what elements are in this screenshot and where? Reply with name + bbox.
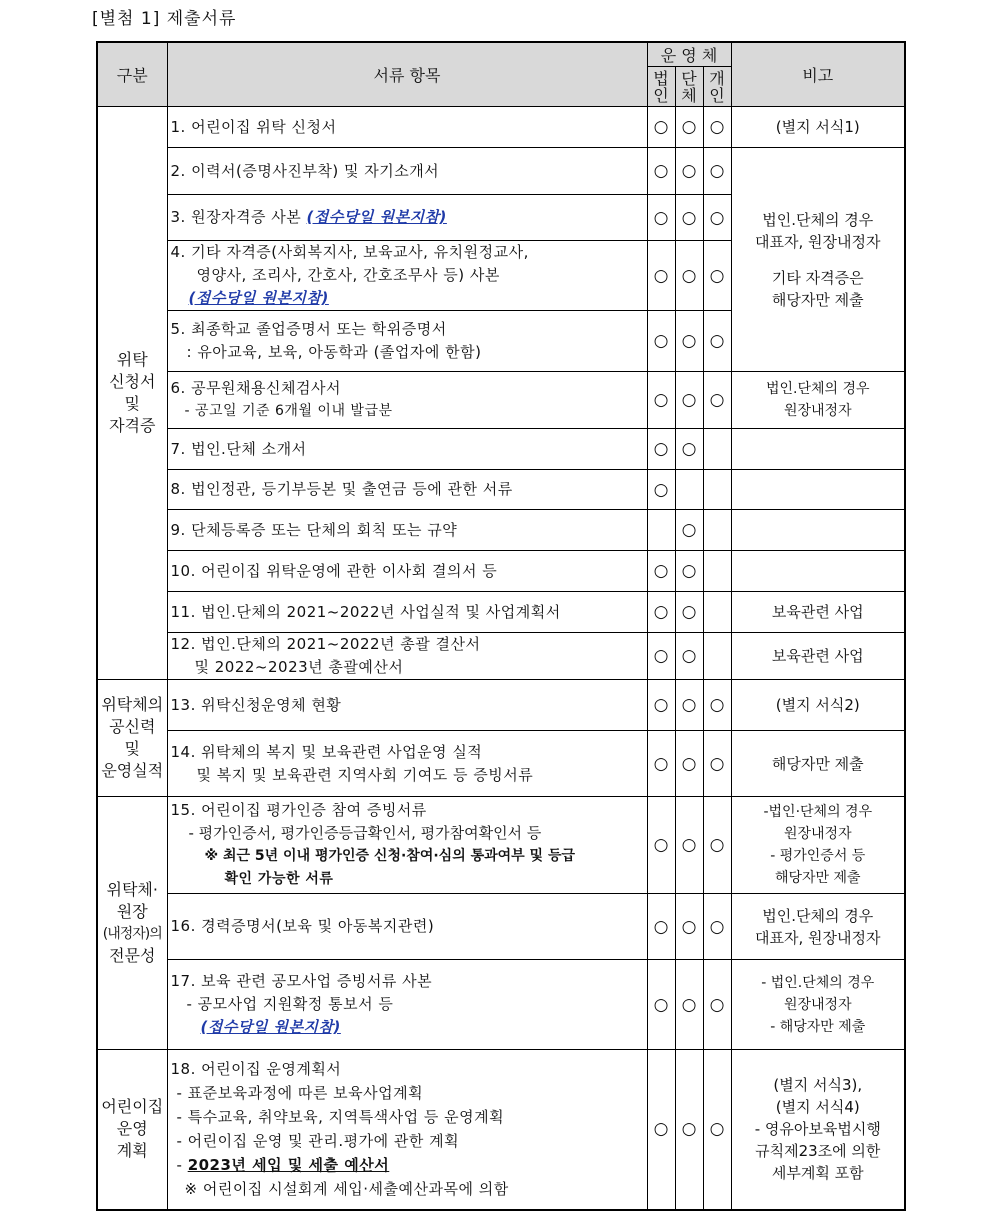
table-row: [97, 551, 905, 592]
table-row: [97, 960, 905, 1050]
item-cell: 9. 단체등록증 또는 단체의 회칙 또는 규약: [167, 510, 647, 551]
mark-group: ○: [675, 429, 703, 470]
category-cell: 위탁체의 공신력 및 운영실적: [97, 680, 167, 797]
item-cell: 10. 어린이집 위탁운영에 관한 이사회 결의서 등: [167, 551, 647, 592]
table-row: [97, 680, 905, 731]
header-indiv: 개 인: [703, 67, 731, 107]
item-cell: 6. 공무원채용신체검사서 - 공고일 기준 6개월 이내 발급분: [167, 372, 647, 429]
mark-corp: ○: [647, 148, 675, 195]
mark-corp: ○: [647, 470, 675, 510]
mark-indiv: ○: [703, 960, 731, 1050]
mark-group: ○: [675, 510, 703, 551]
mark-group: ○: [675, 797, 703, 894]
mark-indiv: ○: [703, 1050, 731, 1210]
mark-corp: ○: [647, 731, 675, 797]
item-cell: 17. 보육 관련 공모사업 증빙서류 사본 - 공모사업 지원확정 통보서 등 (접수당일 원본지참): [167, 960, 647, 1050]
page-title: [별첨 1] 제출서류: [92, 9, 237, 29]
table-row: [97, 633, 905, 680]
item-cell: 16. 경력증명서(보육 및 아동복지관련): [167, 894, 647, 960]
category-cell: 어린이집 운영 계획: [97, 1050, 167, 1210]
mark-indiv-empty: [703, 510, 731, 551]
mark-group: ○: [675, 633, 703, 680]
item-cell: 12. 법인.단체의 2021~2022년 총괄 결산서 및 2022~2023년 총괄예산서: [167, 633, 647, 680]
remark-cell: 보육관련 사업: [731, 592, 905, 633]
remark-cell: 법인.단체의 경우 대표자, 원장내정자: [731, 894, 905, 960]
mark-corp: ○: [647, 797, 675, 894]
category-cell: 위탁체· 원장 (내정자)의 전문성: [97, 797, 167, 1050]
remark-cell-empty: [731, 470, 905, 510]
mark-group: ○: [675, 372, 703, 429]
header-operator: 운 영 체: [647, 42, 731, 67]
mark-group: ○: [675, 680, 703, 731]
remark-cell: 법인.단체의 경우 원장내정자: [731, 372, 905, 429]
mark-corp: ○: [647, 311, 675, 372]
mark-group: ○: [675, 241, 703, 311]
remark-cell: (별지 서식2): [731, 680, 905, 731]
mark-group: ○: [675, 960, 703, 1050]
mark-group: ○: [675, 592, 703, 633]
table-row: [97, 894, 905, 960]
mark-corp: ○: [647, 107, 675, 148]
header-category: 구분: [97, 42, 167, 107]
item-cell: 3. 원장자격증 사본 (접수당일 원본지참): [167, 195, 647, 241]
mark-indiv: ○: [703, 680, 731, 731]
mark-group: ○: [675, 107, 703, 148]
header-corp: 법 인: [647, 67, 675, 107]
submission-documents-table: [96, 41, 906, 1211]
mark-indiv: ○: [703, 195, 731, 241]
mark-corp: ○: [647, 894, 675, 960]
item-cell: 2. 이력서(증명사진부착) 및 자기소개서: [167, 148, 647, 195]
mark-corp: ○: [647, 372, 675, 429]
header-item: 서류 항목: [167, 42, 647, 107]
mark-group: ○: [675, 894, 703, 960]
table-row: [97, 592, 905, 633]
remark-cell: 보육관련 사업: [731, 633, 905, 680]
mark-group: ○: [675, 1050, 703, 1210]
remark-cell-empty: [731, 551, 905, 592]
mark-indiv: ○: [703, 311, 731, 372]
mark-indiv-empty: [703, 551, 731, 592]
remark-cell: 법인.단체의 경우 대표자, 원장내정자 기타 자격증은 해당자만 제출: [731, 148, 905, 372]
mark-group: ○: [675, 731, 703, 797]
mark-indiv: ○: [703, 894, 731, 960]
mark-indiv: ○: [703, 148, 731, 195]
mark-corp: ○: [647, 633, 675, 680]
table-row: [97, 731, 905, 797]
mark-group-empty: [675, 470, 703, 510]
item-cell: 15. 어린이집 평가인증 참여 증빙서류 - 평가인증서, 평가인증등급확인서, 평가참여확인서 등 ※ 최근 5년 이내 평가인증 신청·참여·심의 통과여부 및 등급 확인 가능한 서류: [167, 797, 647, 894]
mark-indiv-empty: [703, 592, 731, 633]
category-cell: 위탁 신청서 및 자격증: [97, 107, 167, 680]
mark-corp-empty: [647, 510, 675, 551]
item-cell: 13. 위탁신청운영체 현황: [167, 680, 647, 731]
remark-cell: (별지 서식1): [731, 107, 905, 148]
table-row: [97, 510, 905, 551]
mark-indiv: ○: [703, 241, 731, 311]
item-cell: 8. 법인정관, 등기부등본 및 출연금 등에 관한 서류: [167, 470, 647, 510]
mark-indiv: ○: [703, 731, 731, 797]
mark-corp: ○: [647, 1050, 675, 1210]
mark-indiv-empty: [703, 633, 731, 680]
remark-cell: (별지 서식3), (별지 서식4) - 영유아보육법시행 규칙제23조에 의한 세부계획 포함: [731, 1050, 905, 1210]
table-row: [97, 1050, 905, 1210]
mark-corp: ○: [647, 195, 675, 241]
table-row: [97, 107, 905, 148]
mark-group: ○: [675, 551, 703, 592]
table-row: [97, 148, 905, 195]
mark-group: ○: [675, 148, 703, 195]
item-cell: 14. 위탁체의 복지 및 보육관련 사업운영 실적 및 복지 및 보육관련 지역사회 기여도 등 증빙서류: [167, 731, 647, 797]
mark-indiv: ○: [703, 797, 731, 894]
remark-cell: - 법인.단체의 경우 원장내정자 - 해당자만 제출: [731, 960, 905, 1050]
item-cell: 7. 법인.단체 소개서: [167, 429, 647, 470]
item-cell: 5. 최종학교 졸업증명서 또는 학위증명서 : 유아교육, 보육, 아동학과 (졸업자에 한함): [167, 311, 647, 372]
table-row: [97, 372, 905, 429]
item-cell: 11. 법인.단체의 2021~2022년 사업실적 및 사업계획서: [167, 592, 647, 633]
remark-cell: -법인·단체의 경우 원장내정자 - 평가인증서 등 해당자만 제출: [731, 797, 905, 894]
mark-group: ○: [675, 311, 703, 372]
mark-indiv-empty: [703, 429, 731, 470]
mark-corp: ○: [647, 241, 675, 311]
mark-corp: ○: [647, 429, 675, 470]
mark-group: ○: [675, 195, 703, 241]
mark-corp: ○: [647, 592, 675, 633]
table-row: [97, 429, 905, 470]
mark-corp: ○: [647, 551, 675, 592]
remark-cell-empty: [731, 429, 905, 470]
remark-cell-empty: [731, 510, 905, 551]
header-group: 단 체: [675, 67, 703, 107]
header-remark: 비고: [731, 42, 905, 107]
mark-indiv: ○: [703, 107, 731, 148]
mark-corp: ○: [647, 960, 675, 1050]
table-row: [97, 470, 905, 510]
mark-indiv: ○: [703, 372, 731, 429]
mark-indiv-empty: [703, 470, 731, 510]
item-cell: 1. 어린이집 위탁 신청서: [167, 107, 647, 148]
remark-cell: 해당자만 제출: [731, 731, 905, 797]
mark-corp: ○: [647, 680, 675, 731]
table-row: [97, 797, 905, 894]
item-cell: 4. 기타 자격증(사회복지사, 보육교사, 유치원정교사, 영양사, 조리사, 간호사, 간호조무사 등) 사본 (접수당일 원본지참): [167, 241, 647, 311]
item-cell: 18. 어린이집 운영계획서 - 표준보육과정에 따른 보육사업계획 - 특수교육, 취약보육, 지역특색사업 등 운영계획 - 어린이집 운영 및 관리.평가에 관한 계획 - 2023년 세입 및 세출 예산서 ※ 어린이집 시설회계 세입·세출예산과목에 의함: [167, 1050, 647, 1210]
header-row-1: [97, 42, 905, 67]
